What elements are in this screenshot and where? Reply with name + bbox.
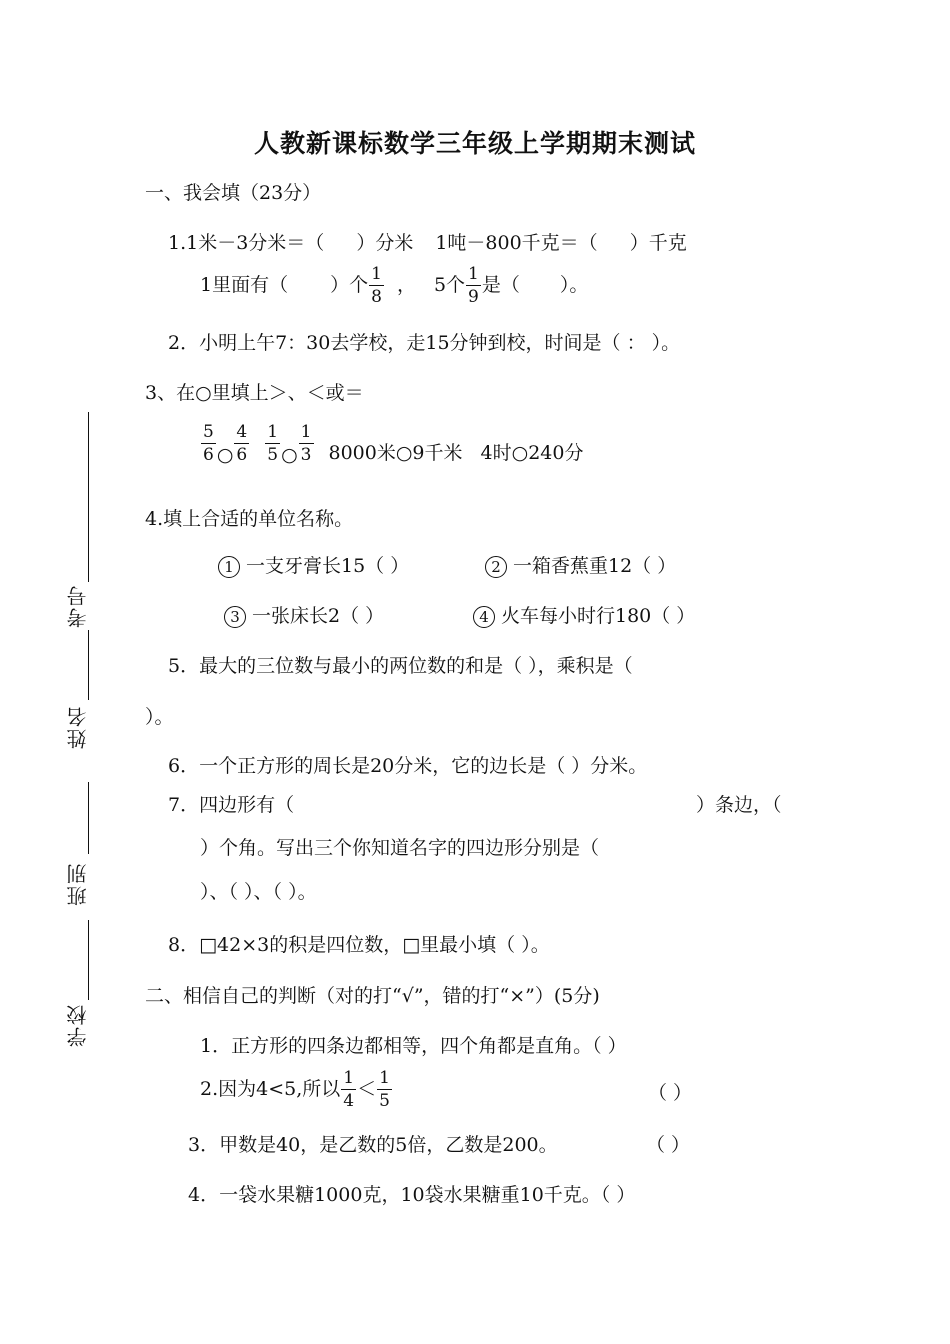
section1-heading: 一、我会填（23分）	[145, 182, 322, 204]
circled-number-2: 2	[485, 556, 507, 578]
q4-heading: 4.填上合适的单位名称。	[145, 508, 354, 530]
circled-number-4: 4	[473, 606, 495, 628]
exam-no-label: 考号	[66, 584, 90, 628]
compare-time: 4时○240分	[480, 442, 584, 464]
q5-line1: 5．最大的三位数与最小的两位数的和是（ ），乘积是（	[168, 655, 633, 677]
judge-q1: 1．正方形的四条边都相等，四个角都是直角。（ ）	[200, 1035, 627, 1057]
q8: 8．□42×3的积是四位数，□里最小填（ ）。	[168, 934, 550, 956]
q1-text-b: ）分米	[356, 232, 414, 254]
name-line	[88, 630, 89, 700]
circled-number-1: 1	[218, 556, 240, 578]
compare-length: 8000米○9千米	[328, 442, 463, 464]
name-label: 姓名	[66, 705, 90, 749]
q4-item-2: 2 一箱香蕉重12（ ）	[485, 551, 676, 578]
q1-line1	[168, 228, 687, 255]
fraction-1-3: $\frac{1}{3}$	[300, 422, 312, 465]
class-line	[88, 782, 89, 854]
q7-line3: ）、（ ）、（ ）。	[200, 881, 317, 903]
q7-line1-a: 7．四边形有（	[168, 794, 295, 816]
judge-q4: 4．一袋水果糖1000克，10袋水果糖重10千克。（ ）	[188, 1184, 636, 1206]
q1-line2-f: ）。	[559, 274, 589, 296]
school-line	[88, 920, 89, 1000]
circled-number-3: 3	[224, 606, 246, 628]
q7-line1-b: ）条边，（	[696, 794, 782, 816]
q4-item-1: 1 一支牙膏长15（ ）	[218, 551, 409, 578]
fraction-1-4: $\frac{1}{4}$	[343, 1068, 355, 1111]
compare-circle-2: ○	[281, 444, 298, 466]
less-than-sign: ＜	[357, 1078, 377, 1100]
q1-line2-a: 1里面有（	[200, 274, 289, 296]
q2: 2．小明上午7：30去学校，走15分钟到校，时间是（ ： ）。	[168, 332, 681, 354]
q1-line2	[200, 266, 588, 306]
exam-no-line	[88, 412, 89, 582]
judge-q2	[200, 1070, 393, 1110]
fraction-4-6: $\frac{4}{6}$	[236, 422, 248, 465]
q1-text-d: ）千克	[629, 232, 687, 254]
q4-item-4: 4 火车每小时行180（ ）	[473, 601, 695, 628]
q3-items	[200, 424, 583, 466]
fraction-1-9: $\frac{1}{9}$	[468, 264, 479, 307]
q1-line2-d: 5个	[433, 274, 466, 296]
fraction-5-6: $\frac{5}{6}$	[203, 422, 214, 465]
q5-line2: ）。	[145, 706, 174, 728]
q3-heading: 3、在○里填上＞、＜或＝	[145, 382, 364, 404]
fraction-1-5: $\frac{1}{5}$	[267, 422, 279, 465]
judge-q2-paren: （ ）	[648, 1082, 693, 1104]
judge-q2-text: 2.因为4<5,所以	[200, 1078, 341, 1100]
class-label: 班别	[66, 862, 90, 906]
page-title: 人教新课标数学三年级上学期期末测试	[253, 129, 696, 158]
compare-circle-1: ○	[216, 444, 234, 466]
judge-q3: 3．甲数是40，是乙数的5倍，乙数是200。	[188, 1134, 558, 1156]
q1-line2-comma: ，	[396, 274, 416, 296]
q1-text-c: 1吨－800千克＝（	[435, 232, 598, 254]
q1-line2-e: 是（	[481, 274, 520, 296]
school-label: 学校	[66, 1003, 90, 1047]
q1-line2-b: ）个	[330, 274, 369, 296]
q1-text-a: 1.1米－3分米＝（	[168, 232, 325, 254]
q7-line2: ）个角。写出三个你知道名字的四边形分别是（	[200, 837, 600, 859]
q4-item-3: 3 一张床长2（ ）	[224, 601, 384, 628]
fraction-1-5-b: $\frac{1}{5}$	[379, 1068, 390, 1111]
section2-heading: 二、相信自己的判断（对的打“√”，错的打“×”）(5分)	[145, 985, 600, 1007]
q6: 6．一个正方形的周长是20分米，它的边长是（ ）分米。	[168, 755, 648, 777]
fraction-1-8: $\frac{1}{8}$	[371, 264, 382, 307]
judge-q3-paren: （ ）	[646, 1134, 691, 1156]
